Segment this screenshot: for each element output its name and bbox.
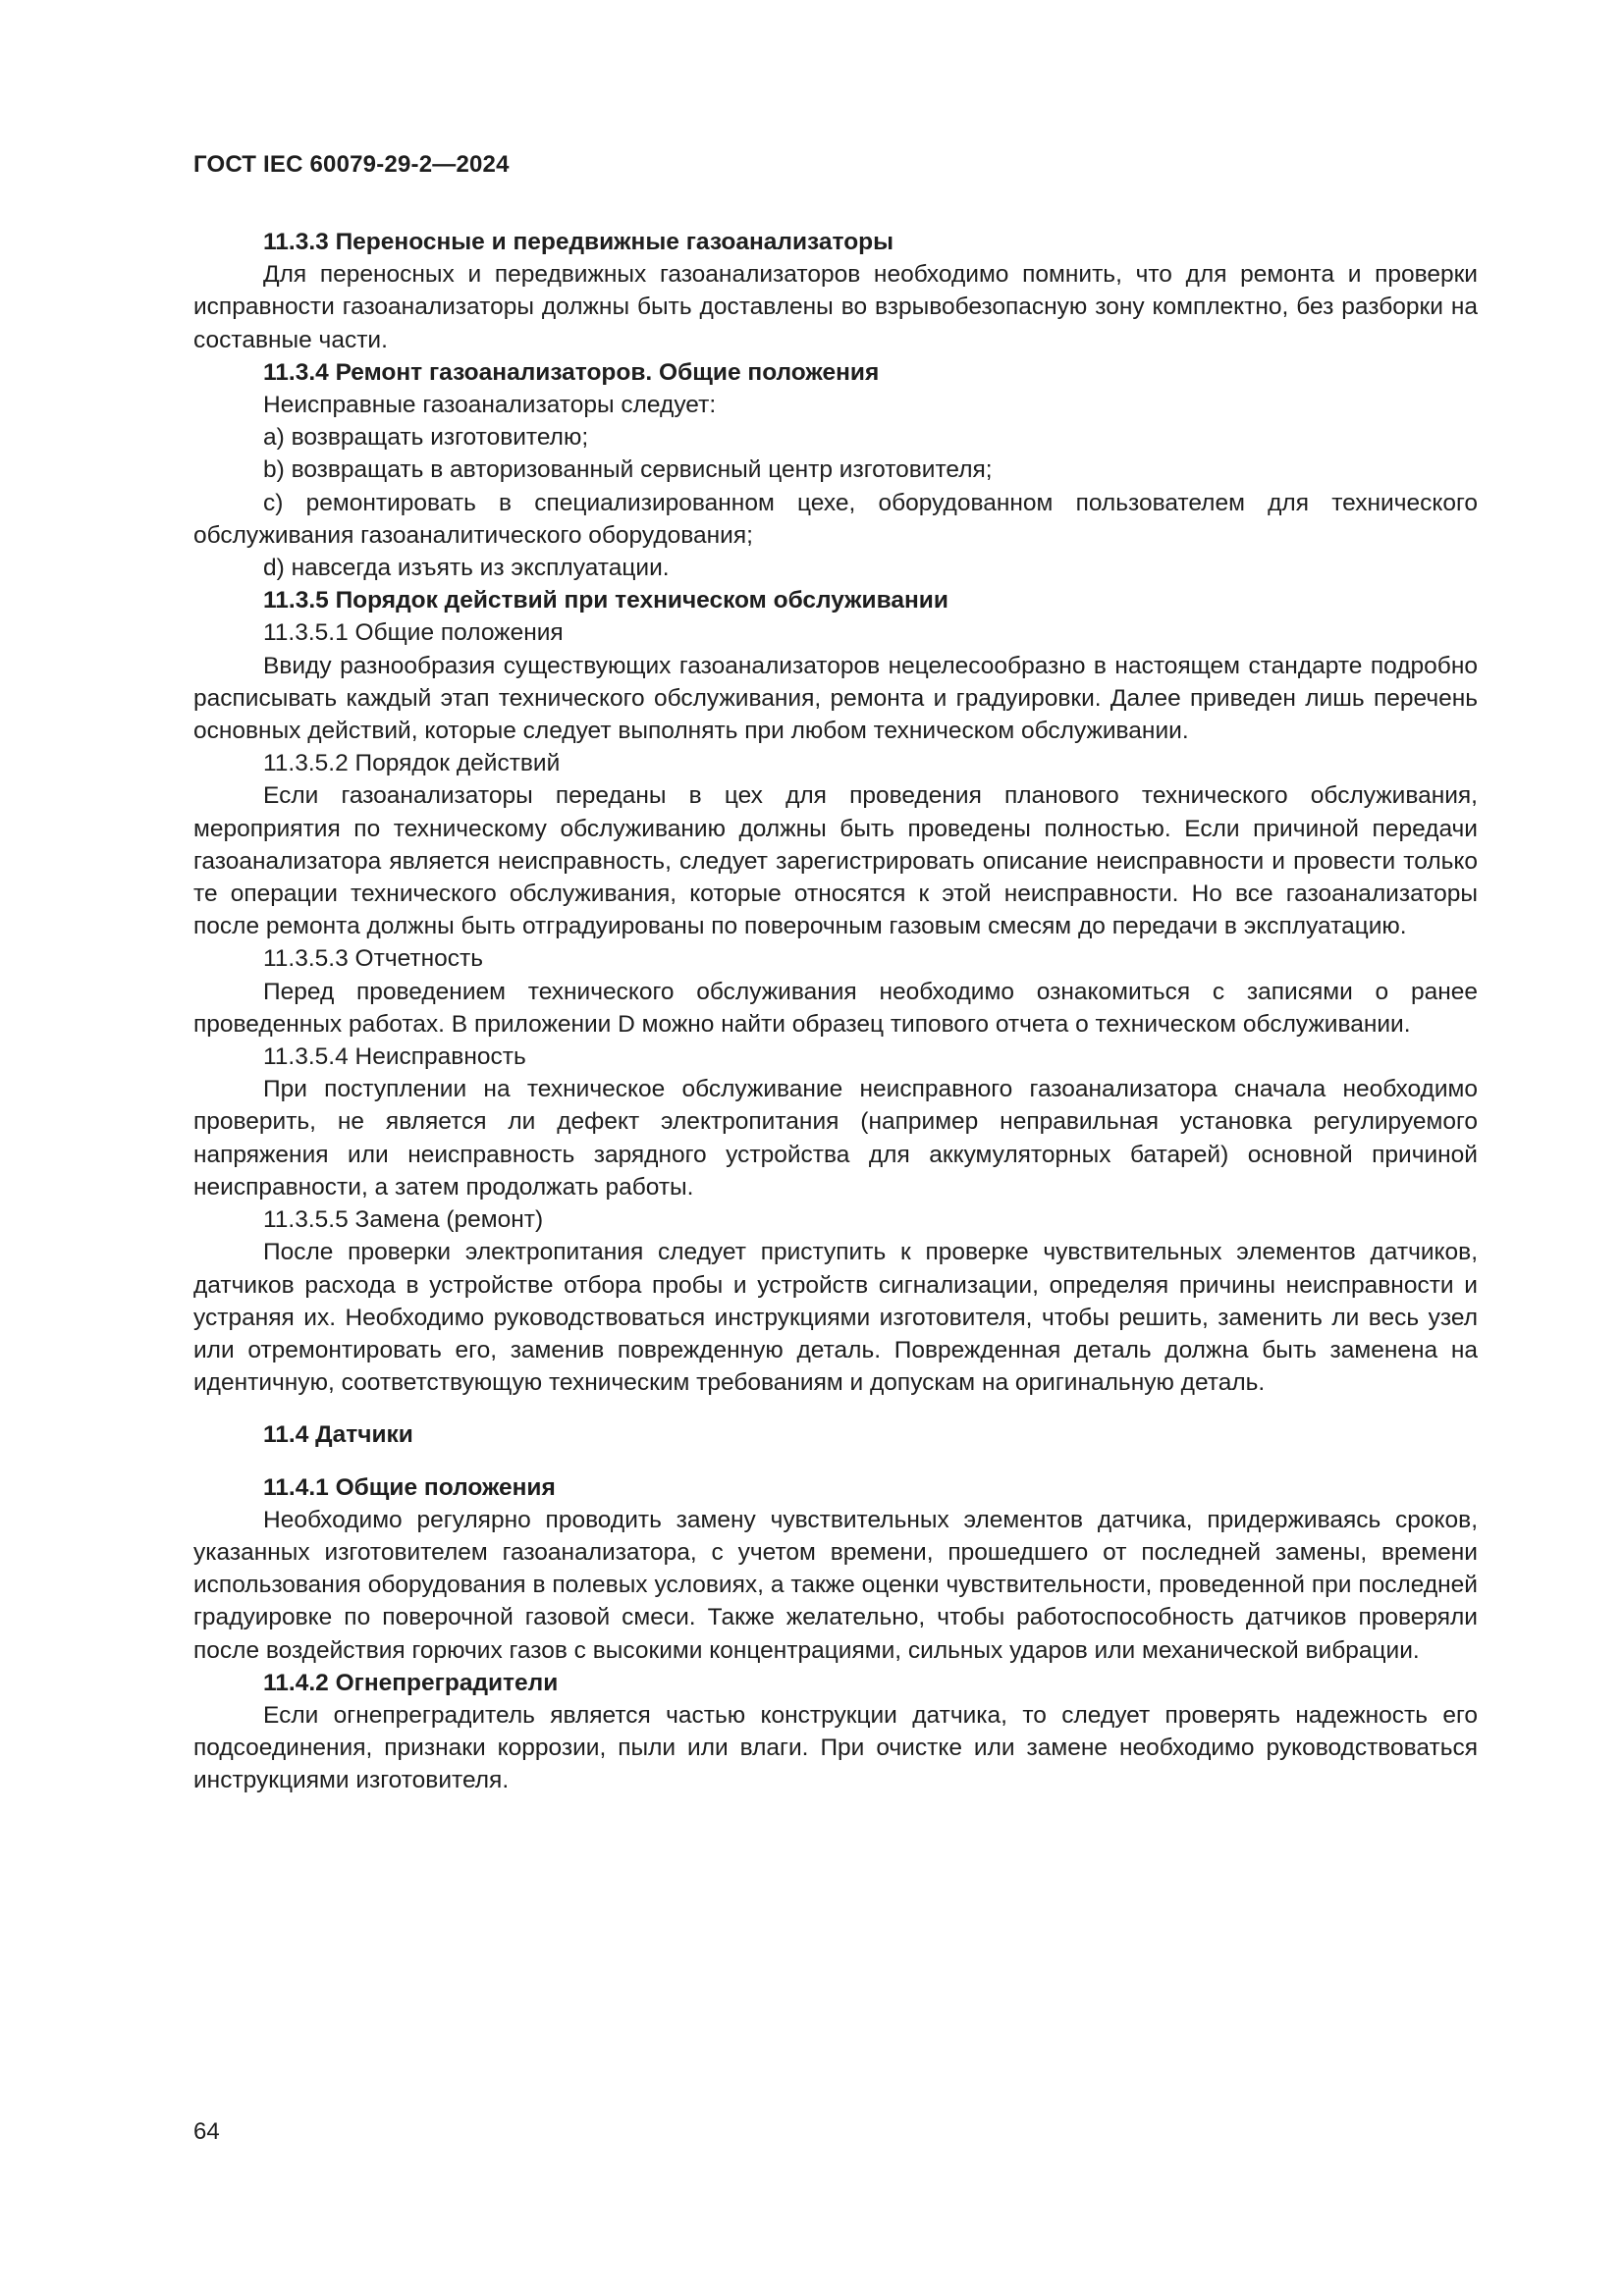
section-heading-11-3-5: 11.3.5 Порядок действий при техническом обслуживании xyxy=(263,587,948,614)
subsection-11-3-5-1: 11.3.5.1 Общие положения xyxy=(263,619,564,647)
section-heading-11-4-2: 11.4.2 Огнепреградители xyxy=(263,1669,559,1696)
subsection-11-3-5-3: 11.3.5.3 Отчетность xyxy=(263,945,484,973)
paragraph-reporting: Перед проведением технического обслуживания необходимо ознакомиться с записями о ранее проведенных работах. В приложении D можно найти образец типового отчета о техническом обслуживании. xyxy=(193,978,1478,1038)
paragraph-sensors-general: Необходимо регулярно проводить замену чувствительных элементов датчика, придерживаясь сроков, указанных изготовителем газоанализатора, с учетом времени, прошедшего от последней замены, времени использования оборудования в полевых условиях, а также оценки чувствительности, проведенной при последней градуировке по поверочной газовой смеси. Также желательно, чтобы работоспособность датчиков проверяли после воздействия горючих газов с высокими концентрациями, сильных ударов или механической вибрации. xyxy=(193,1506,1478,1664)
list-intro: Неисправные газоанализаторы следует: xyxy=(263,392,717,419)
list-item-a: a) возвращать изготовителю; xyxy=(263,424,589,452)
paragraph-general: Ввиду разнообразия существующих газоанализаторов нецелесообразно в настоящем стандарте подробно расписывать каждый этап технического обслуживания, ремонта и градуировки. Далее приведен лишь перечень основных действий, которые следует выполнять при любом техническом обслуживании. xyxy=(193,652,1478,745)
section-heading-11-3-4: 11.3.4 Ремонт газоанализаторов. Общие положения xyxy=(263,358,880,386)
section-heading-11-4: 11.4 Датчики xyxy=(263,1421,413,1449)
paragraph-flame-arrestors: Если огнепреградитель является частью конструкции датчика, то следует проверять надежность его подсоединения, признаки коррозии, пыли или влаги. При очистке или замене необходимо руководствоваться инструкциями изготовителя. xyxy=(193,1701,1478,1794)
paragraph-malfunction: При поступлении на техническое обслуживание неисправного газоанализатора сначала необходимо проверить, не является ли дефект электропитания (например неправильная установка регулируемого напряжения или неисправность зарядного устройства для аккумуляторных батарей) основной причиной неисправности, а затем продолжать работы. xyxy=(193,1076,1478,1201)
standard-code-header: ГОСТ IEC 60079-29-2—2024 xyxy=(193,151,510,178)
paragraph-procedure: Если газоанализаторы переданы в цех для проведения планового технического обслуживания, мероприятия по техническому обслуживанию должны быть проведены полностью. Если причиной передачи газоанализатора является неисправность, следует зарегистрировать описание неисправности и провести только те операции технического обслуживания, которые относятся к этой неисправности. Но все газоанализаторы после ремонта должны быть отградуированы по поверочным газовым смесям до передачи в эксплуатацию. xyxy=(193,782,1478,940)
list-item-b: b) возвращать в авторизованный сервисный центр изготовителя; xyxy=(263,456,993,484)
section-heading-11-3-3: 11.3.3 Переносные и передвижные газоанализаторы xyxy=(263,229,894,255)
paragraph-replacement: После проверки электропитания следует приступить к проверке чувствительных элементов датчиков, датчиков расхода в устройстве отбора пробы и устройств сигнализации, определяя причины неисправности и устраняя их. Необходимо руководствоваться инструкциями изготовителя, чтобы решить, заменить ли весь узел или отремонтировать его, заменив поврежденную деталь. Поврежденная деталь должна быть заменена на идентичную, соответствующую техническим требованиям и допускам на оригинальную деталь. xyxy=(193,1239,1478,1397)
section-heading-11-4-1: 11.4.1 Общие положения xyxy=(263,1473,556,1501)
subsection-11-3-5-2: 11.3.5.2 Порядок действий xyxy=(263,750,561,777)
subsection-11-3-5-5: 11.3.5.5 Замена (ремонт) xyxy=(263,1206,544,1234)
page-number: 64 xyxy=(193,2118,220,2145)
list-item-c: c) ремонтировать в специализированном цехе, оборудованном пользователем для технического обслуживания газоаналитического оборудования; xyxy=(193,489,1478,549)
document-body xyxy=(193,226,1478,1797)
subsection-11-3-5-4: 11.3.5.4 Неисправность xyxy=(263,1043,526,1071)
list-item-d: d) навсегда изъять из эксплуатации. xyxy=(263,555,670,582)
paragraph-portable-analyzers: Для переносных и передвижных газоанализаторов необходимо помнить, что для ремонта и проверки исправности газоанализаторы должны быть доставлены во взрывобезопасную зону комплектно, без разборки на составные части. xyxy=(193,261,1478,353)
